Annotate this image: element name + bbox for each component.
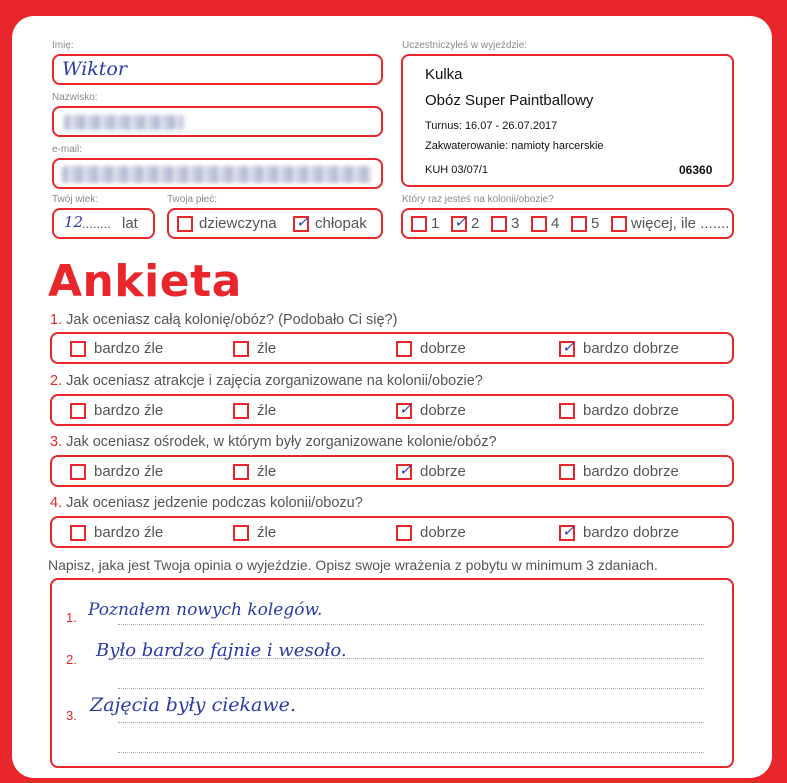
q4-option-bad-label: źle <box>257 524 277 541</box>
times-option-5-label: 5 <box>591 215 600 232</box>
age-value: 12 <box>64 213 84 231</box>
surname-field[interactable] <box>52 106 383 137</box>
age-label: Twój wiek: <box>52 194 99 205</box>
checkbox-q1-very-good[interactable] <box>559 337 575 357</box>
checkbox-girl[interactable] <box>177 216 193 232</box>
question-3-number: 3. <box>50 434 63 450</box>
times-label: Który raz jesteś na kolonii/obozie? <box>402 194 554 205</box>
times-option-5[interactable] <box>571 215 599 232</box>
camp-name: Kulka <box>425 66 463 83</box>
opinion-line-4 <box>118 752 704 753</box>
gender-option-girl-label: dziewczyna <box>199 215 277 232</box>
opinion-prompt: Napisz, jaka jest Twoja opinia o wyjeździe. Opisz swoje wrażenia z pobytu w minimum 3 zdaniach. <box>48 557 658 573</box>
q2-option-very-bad-label: bardzo źle <box>94 402 164 419</box>
q3-option-good-label: dobrze <box>420 463 466 480</box>
question-4-number: 4. <box>50 495 63 511</box>
check-mark-icon: ✓ <box>399 460 412 479</box>
times-option-4-label: 4 <box>551 215 560 232</box>
question-1-answers <box>50 332 734 364</box>
checkbox-q3-bad[interactable] <box>233 464 249 480</box>
q2-option-very-good[interactable] <box>559 402 679 419</box>
gender-option-boy[interactable] <box>293 212 367 232</box>
opinion-box[interactable] <box>50 578 734 768</box>
checkbox-times-more[interactable] <box>611 216 627 232</box>
q1-option-good-label: dobrze <box>420 340 466 357</box>
times-option-3[interactable] <box>491 215 519 232</box>
times-option-2[interactable] <box>451 212 480 232</box>
q1-option-bad-label: źle <box>257 340 277 357</box>
q3-option-very-good[interactable] <box>559 463 679 480</box>
gender-label: Twoja płeć: <box>167 194 218 205</box>
name-label: Imię: <box>52 40 74 51</box>
question-3-text: Jak oceniasz ośrodek, w którym były zorganizowane kolonie/obóz? <box>66 434 497 450</box>
checkbox-q2-very-good[interactable] <box>559 403 575 419</box>
checkbox-q4-bad[interactable] <box>233 525 249 541</box>
checkbox-q4-very-bad[interactable] <box>70 525 86 541</box>
surname-label: Nazwisko: <box>52 92 98 103</box>
times-option-more[interactable] <box>611 215 729 232</box>
age-unit: lat <box>122 215 138 232</box>
email-label: e-mail: <box>52 144 83 155</box>
name-value: Wiktor <box>62 58 127 80</box>
checkbox-q1-bad[interactable] <box>233 341 249 357</box>
question-1 <box>50 312 397 328</box>
opinion-line-3 <box>118 722 704 723</box>
question-4 <box>50 495 363 511</box>
check-mark-icon: ✓ <box>296 212 309 231</box>
question-1-number: 1. <box>50 312 63 328</box>
name-field[interactable] <box>52 54 383 85</box>
q3-option-good[interactable] <box>396 460 466 480</box>
survey-title: Ankieta <box>48 256 242 307</box>
question-2-answers <box>50 394 734 426</box>
question-4-answers <box>50 516 734 548</box>
survey-sheet <box>12 16 772 778</box>
checkbox-q3-very-good[interactable] <box>559 464 575 480</box>
camp-info-box <box>401 54 734 187</box>
q1-option-very-bad-label: bardzo źle <box>94 340 164 357</box>
gender-field <box>167 208 383 239</box>
checkbox-q3-very-bad[interactable] <box>70 464 86 480</box>
q4-option-good[interactable] <box>396 524 466 541</box>
question-3 <box>50 434 497 450</box>
age-dots: ........ <box>82 216 111 231</box>
question-2 <box>50 373 483 389</box>
q1-option-very-bad[interactable] <box>70 340 163 357</box>
email-field[interactable] <box>52 158 383 189</box>
question-2-number: 2. <box>50 373 63 389</box>
gender-option-boy-label: chłopak <box>315 215 367 232</box>
checkbox-q3-good[interactable] <box>396 460 412 480</box>
checkbox-boy[interactable] <box>293 212 309 232</box>
times-option-4[interactable] <box>531 215 559 232</box>
q4-option-bad[interactable] <box>233 524 276 541</box>
checkbox-times-5[interactable] <box>571 216 587 232</box>
check-mark-icon: ✓ <box>454 212 467 231</box>
opinion-3-number: 3. <box>66 708 77 723</box>
checkbox-times-4[interactable] <box>531 216 547 232</box>
q3-option-bad[interactable] <box>233 463 276 480</box>
q3-option-very-bad[interactable] <box>70 463 163 480</box>
check-mark-icon: ✓ <box>399 399 412 418</box>
q3-option-very-bad-label: bardzo źle <box>94 463 164 480</box>
q2-option-good-label: dobrze <box>420 402 466 419</box>
times-option-more-label: więcej, ile ....... <box>631 215 730 232</box>
camp-type: Obóz Super Paintballowy <box>425 92 594 109</box>
email-redacted <box>62 166 372 183</box>
opinion-1-text: Poznałem nowych kolegów. <box>88 600 323 620</box>
checkbox-q2-bad[interactable] <box>233 403 249 419</box>
gender-option-girl[interactable] <box>177 215 277 232</box>
camp-number: 06360 <box>679 163 713 177</box>
times-option-1-label: 1 <box>431 215 440 232</box>
checkbox-q1-very-bad[interactable] <box>70 341 86 357</box>
q1-option-bad[interactable] <box>233 340 276 357</box>
q4-option-very-good[interactable] <box>559 521 679 541</box>
check-mark-icon: ✓ <box>562 521 575 540</box>
camp-code: KUH 03/07/1 <box>425 164 488 176</box>
q4-option-very-bad-label: bardzo źle <box>94 524 164 541</box>
q2-option-good[interactable] <box>396 399 466 419</box>
q2-option-very-bad[interactable] <box>70 402 163 419</box>
times-option-2-label: 2 <box>471 215 480 232</box>
times-field <box>401 208 734 239</box>
checkbox-times-1[interactable] <box>411 216 427 232</box>
checkbox-q4-very-good[interactable] <box>559 521 575 541</box>
q3-option-very-good-label: bardzo dobrze <box>583 463 679 480</box>
q2-option-bad-label: źle <box>257 402 277 419</box>
checkbox-times-3[interactable] <box>491 216 507 232</box>
camp-label: Uczestniczyłeś w wyjeździe: <box>402 40 528 51</box>
checkbox-q4-good[interactable] <box>396 525 412 541</box>
checkbox-q2-good[interactable] <box>396 399 412 419</box>
times-option-3-label: 3 <box>511 215 520 232</box>
opinion-1-number: 1. <box>66 610 77 625</box>
q4-option-very-bad[interactable] <box>70 524 163 541</box>
age-field[interactable] <box>52 208 155 239</box>
opinion-2-text: Było bardzo fajnie i wesoło. <box>96 640 347 661</box>
checkbox-times-2[interactable] <box>451 212 467 232</box>
question-4-text: Jak oceniasz jedzenie podczas kolonii/obozu? <box>66 495 363 511</box>
opinion-2-number: 2. <box>66 652 77 667</box>
q1-option-good[interactable] <box>396 340 466 357</box>
camp-accommodation: Zakwaterowanie: namioty harcerskie <box>425 140 604 152</box>
checkbox-q1-good[interactable] <box>396 341 412 357</box>
question-2-text: Jak oceniasz atrakcje i zajęcia zorganizowane na kolonii/obozie? <box>66 373 483 389</box>
q1-option-very-good[interactable] <box>559 337 679 357</box>
q2-option-bad[interactable] <box>233 402 276 419</box>
opinion-3-text: Zajęcia były ciekawe. <box>90 694 296 716</box>
q4-option-good-label: dobrze <box>420 524 466 541</box>
q3-option-bad-label: źle <box>257 463 277 480</box>
check-mark-icon: ✓ <box>562 337 575 356</box>
question-3-answers <box>50 455 734 487</box>
opinion-line-1 <box>118 624 704 625</box>
camp-turnus: Turnus: 16.07 - 26.07.2017 <box>425 120 558 132</box>
q2-option-very-good-label: bardzo dobrze <box>583 402 679 419</box>
checkbox-q2-very-bad[interactable] <box>70 403 86 419</box>
opinion-line-2 <box>118 688 704 689</box>
q4-option-very-good-label: bardzo dobrze <box>583 524 679 541</box>
surname-redacted <box>64 115 184 130</box>
q1-option-very-good-label: bardzo dobrze <box>583 340 679 357</box>
question-1-text: Jak oceniasz całą kolonię/obóz? (Podobało Ci się?) <box>66 312 398 328</box>
times-option-1[interactable] <box>411 215 439 232</box>
